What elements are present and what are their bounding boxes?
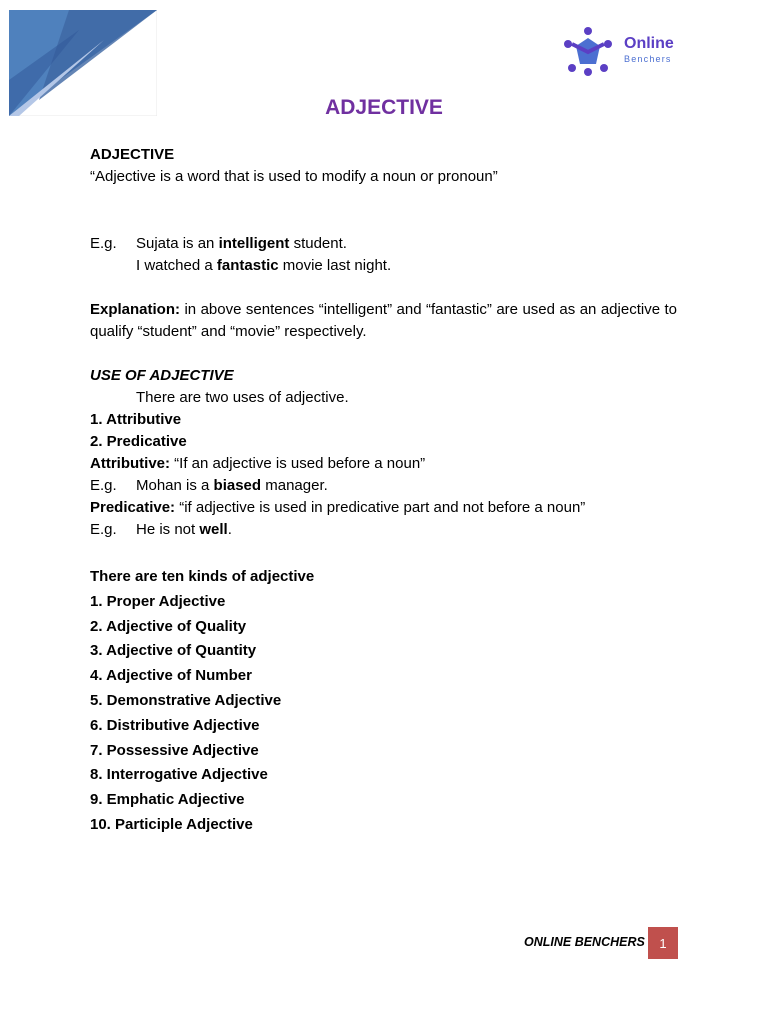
- list-item: 8. Interrogative Adjective: [90, 766, 268, 784]
- explanation-label: Explanation:: [90, 301, 181, 318]
- example-text: movie last night.: [278, 257, 392, 274]
- example-text: student.: [289, 235, 347, 252]
- page-number: 1: [648, 927, 678, 959]
- example-bold-word: intelligent: [218, 235, 290, 252]
- list-item: 3. Adjective of Quantity: [90, 642, 257, 660]
- predicative-example: [90, 519, 677, 541]
- footer-brand: ONLINE BENCHERS: [524, 935, 645, 949]
- explanation-text: in above sentences “intelligent” and “fantastic” are used as an adjective to qualify “student” and “movie” respectively.: [90, 301, 677, 340]
- list-item: 1. Proper Adjective: [90, 592, 226, 610]
- section-heading: ADJECTIVE: [90, 146, 175, 163]
- example-text: Sujata is an: [136, 235, 219, 252]
- kinds-list: [90, 565, 677, 838]
- explanation-paragraph: [90, 299, 677, 343]
- attributive-definition: [90, 453, 677, 475]
- example-text: I watched a: [136, 257, 217, 274]
- eg-label: E.g.: [90, 477, 117, 494]
- use-item-attributive: 1. Attributive: [90, 411, 182, 428]
- attributive-label: Attributive:: [90, 455, 170, 472]
- main-content: [90, 144, 677, 838]
- example-text: .: [227, 521, 232, 538]
- list-item: 4. Adjective of Number: [90, 667, 252, 685]
- page-title: ADJECTIVE: [325, 96, 443, 119]
- attributive-example: [90, 475, 677, 497]
- predicative-text: “if adjective is used in predicative part and not before a noun”: [175, 499, 586, 516]
- eg-label: E.g.: [90, 521, 117, 538]
- eg-label: E.g.: [90, 235, 117, 252]
- logo-text-benchers: Benchers: [624, 54, 672, 64]
- attributive-text: “If an adjective is used before a noun”: [170, 455, 426, 472]
- list-item: 2. Adjective of Quality: [90, 617, 247, 635]
- list-item: 6. Distributive Adjective: [90, 716, 260, 734]
- predicative-definition: [90, 497, 677, 519]
- example-bold-word: fantastic: [216, 257, 279, 274]
- example-text: He is not: [136, 521, 200, 538]
- example-line-1: [90, 233, 677, 255]
- use-heading: USE OF ADJECTIVE: [90, 367, 234, 384]
- logo-text-online: Online: [624, 35, 674, 52]
- example-bold-word: biased: [213, 477, 262, 494]
- predicative-label: Predicative:: [90, 499, 176, 516]
- use-item-predicative: 2. Predicative: [90, 433, 187, 450]
- list-item: 7. Possessive Adjective: [90, 741, 259, 759]
- list-item: 5. Demonstrative Adjective: [90, 691, 282, 709]
- list-item: 9. Emphatic Adjective: [90, 791, 245, 809]
- kinds-heading: There are ten kinds of adjective: [90, 568, 315, 585]
- list-item: 10. Participle Adjective: [90, 815, 253, 833]
- example-text: manager.: [261, 477, 328, 494]
- use-intro: There are two uses of adjective.: [136, 389, 349, 406]
- example-bold-word: well: [199, 521, 228, 538]
- example-line-2: [90, 255, 677, 277]
- definition-text: “Adjective is a word that is used to modify a noun or pronoun”: [90, 168, 498, 185]
- example-text: Mohan is a: [136, 477, 214, 494]
